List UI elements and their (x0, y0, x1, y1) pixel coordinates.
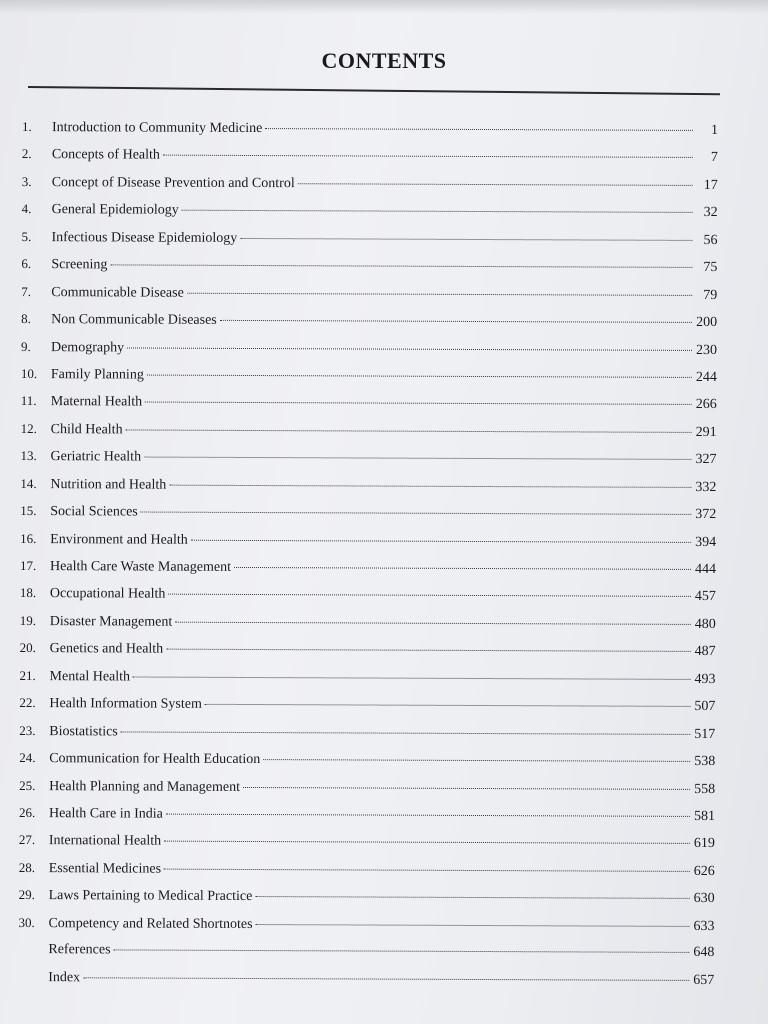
toc-entry-number: 27. (18, 832, 36, 848)
toc-entry-title: Introduction to Community Medicine (51, 120, 263, 137)
dot-leader (127, 346, 692, 350)
toc-entry-title: Family Planning (50, 367, 144, 383)
dot-leader (256, 923, 690, 927)
toc-entry-page: 291 (695, 424, 717, 440)
toc-entry[interactable] (20, 503, 716, 533)
dot-leader (182, 209, 693, 213)
title-rule (28, 86, 720, 95)
toc-entry-page: 538 (694, 754, 716, 770)
toc-entry-number: 3. (21, 173, 32, 189)
toc-entry[interactable] (22, 119, 718, 149)
toc-entry[interactable] (21, 366, 717, 396)
toc-entry[interactable] (19, 723, 715, 753)
toc-entry-page: 457 (694, 589, 716, 605)
dot-leader (163, 154, 693, 158)
toc-entry-title: Nutrition and Health (50, 476, 167, 493)
toc-entry-title: Environment and Health (50, 531, 188, 548)
dot-leader (168, 593, 691, 597)
toc-entry-number: 19. (19, 612, 37, 628)
toc-entry-title: Communicable Disease (51, 284, 184, 301)
dot-leader (164, 840, 690, 844)
toc-entry-page: 372 (695, 507, 717, 523)
toc-entry-page: 266 (695, 397, 717, 413)
dot-leader (141, 511, 692, 515)
toc-entry[interactable] (20, 558, 716, 588)
toc-entry-number: 7. (21, 283, 32, 299)
toc-entry-number: 2. (21, 146, 32, 162)
toc-entry-title: Genetics and Health (49, 641, 164, 657)
dot-leader (205, 703, 691, 707)
toc-entry-number: 16. (20, 530, 37, 546)
toc-entry[interactable] (19, 832, 715, 862)
toc-entry-number: 18. (19, 585, 37, 601)
page-edge-shadow (0, 0, 768, 14)
toc-entry-number: 6. (21, 256, 32, 272)
toc-entry-title: Infectious Disease Epidemiology (51, 229, 238, 246)
toc-entry-page: 1 (710, 123, 718, 139)
toc-entry-title: Non Communicable Diseases (51, 312, 217, 328)
toc-entry-title: Concept of Disease Prevention and Control (51, 175, 295, 192)
toc-entry-page: 626 (693, 863, 715, 879)
toc-entry[interactable] (19, 695, 715, 725)
toc-entry-number: 14. (20, 475, 37, 491)
toc-entry-title: Occupational Health (49, 586, 166, 603)
toc-entry[interactable] (19, 777, 715, 807)
toc-entry-number: 13. (20, 448, 37, 464)
toc-entry-page: 56 (703, 232, 718, 248)
dot-leader (234, 566, 691, 570)
toc-entry[interactable] (21, 311, 717, 341)
toc-entry-page: 487 (694, 644, 716, 660)
toc-entry-number: 21. (19, 667, 36, 683)
toc-entry-page: 7 (710, 150, 718, 166)
toc-entry-title: Competency and Related Shortnotes (48, 915, 253, 932)
toc-entry-number: 11. (20, 393, 37, 409)
toc-entry-title: Communication for Health Education (49, 751, 261, 768)
toc-entry[interactable] (19, 750, 715, 780)
toc-entry[interactable] (19, 887, 715, 917)
toc-entry[interactable] (19, 805, 715, 835)
toc-entry-references[interactable] (18, 942, 714, 972)
dot-leader (145, 401, 692, 405)
toc-entry-page: 507 (694, 699, 716, 715)
toc-entry[interactable] (20, 448, 716, 478)
toc-entry-page: 657 (693, 972, 715, 988)
toc-entry[interactable] (20, 476, 716, 506)
dot-leader (166, 813, 690, 817)
toc-entry-number: 15. (20, 503, 37, 519)
toc-entry-page: 17 (703, 177, 718, 193)
toc-entry-page: 633 (693, 918, 715, 934)
dot-leader (133, 675, 691, 679)
toc-entry-index[interactable] (18, 970, 714, 1000)
dot-leader (164, 867, 690, 871)
dot-leader (240, 237, 692, 241)
toc-entry[interactable] (21, 421, 717, 451)
toc-entry-title: Health Planning and Management (49, 778, 241, 795)
toc-entry-number: 8. (21, 311, 31, 327)
toc-entry-title: Demography (50, 339, 125, 355)
toc-entry-number: 5. (21, 228, 32, 244)
dot-leader (187, 291, 692, 295)
dot-leader (83, 976, 689, 981)
dot-leader (169, 483, 691, 487)
dot-leader (263, 758, 690, 762)
dot-leader (121, 730, 691, 734)
toc-entry[interactable] (22, 174, 718, 204)
toc-entry[interactable] (21, 284, 717, 314)
page-title: CONTENTS (321, 48, 447, 73)
toc-entry-page: 444 (695, 561, 717, 578)
toc-entry-title: Child Health (50, 421, 123, 438)
toc-entry-page: 79 (703, 287, 718, 303)
dot-leader (243, 785, 690, 789)
toc-entry-page: 327 (695, 452, 717, 468)
dot-leader (191, 538, 691, 542)
toc-entry-title: Screening (51, 257, 108, 273)
toc-entry-number: 22. (19, 695, 36, 711)
toc-entry-title: Health Care Waste Management (50, 559, 232, 575)
toc-entry[interactable] (21, 393, 717, 423)
toc-entry-number: 20. (19, 640, 36, 656)
toc-entry-title: Disaster Management (49, 614, 173, 630)
toc-entry-title: Index (48, 969, 81, 985)
toc-entry-title: Health Information System (49, 696, 202, 712)
toc-entry-number: 12. (20, 420, 37, 436)
dot-leader (126, 428, 692, 432)
toc-entry-title: International Health (48, 833, 162, 849)
dot-leader (298, 182, 693, 186)
toc-entry-title: General Epidemiology (51, 202, 179, 218)
toc-entry[interactable] (21, 229, 717, 259)
toc-entry[interactable] (18, 915, 714, 945)
toc-entry-title: Laws Pertaining to Medical Practice (48, 888, 253, 905)
toc-entry-title: Mental Health (49, 668, 131, 685)
toc-entry-title: Maternal Health (50, 394, 143, 410)
toc-entry-number: 29. (18, 887, 35, 903)
toc-entry-page: 648 (693, 945, 715, 961)
toc-entry-page: 200 (696, 315, 718, 331)
toc-entry-number: 28. (18, 859, 36, 875)
toc-entry[interactable] (22, 146, 718, 176)
toc-entry-number: 24. (19, 750, 36, 766)
toc-entry[interactable] (20, 585, 716, 615)
toc-entry-title: Geriatric Health (50, 449, 142, 465)
dot-leader (255, 895, 689, 899)
toc-entry[interactable] (20, 531, 716, 561)
dot-leader (144, 456, 691, 460)
dot-leader (175, 621, 691, 625)
toc-entry-number: 30. (18, 914, 35, 930)
toc-entry[interactable] (22, 201, 718, 231)
toc-entry-number: 23. (19, 722, 36, 738)
toc-entry-page: 493 (694, 671, 716, 687)
toc-entry[interactable] (21, 256, 717, 286)
toc-entry-title: Concepts of Health (51, 147, 160, 164)
toc-entry-page: 581 (693, 808, 715, 824)
toc-entry-number: 26. (18, 804, 36, 821)
toc-entry-page: 517 (694, 726, 716, 742)
toc-entry-page: 332 (695, 479, 717, 495)
table-of-contents (18, 119, 718, 1000)
toc-entry-page: 244 (695, 369, 717, 385)
toc-entry-number: 4. (21, 201, 32, 217)
dot-leader (110, 264, 692, 269)
toc-entry-number: 10. (20, 365, 38, 382)
toc-entry-number: 25. (19, 777, 36, 793)
dot-leader (166, 648, 690, 652)
toc-entry-title: Health Care in India (48, 806, 163, 822)
toc-entry-number: 9. (20, 338, 31, 354)
toc-entry-title: Biostatistics (49, 723, 118, 740)
toc-entry-page: 630 (693, 891, 715, 907)
toc-entry-title: Social Sciences (50, 504, 138, 520)
dot-leader (114, 949, 690, 954)
dot-leader (265, 127, 693, 131)
toc-entry-number: 1. (21, 119, 32, 135)
toc-entry-number: 17. (20, 557, 37, 574)
dot-leader (147, 373, 692, 377)
toc-entry-title: Essential Medicines (48, 860, 162, 877)
toc-entry[interactable] (21, 338, 717, 368)
toc-entry-page: 230 (695, 342, 718, 358)
toc-entry-page: 32 (703, 205, 718, 221)
toc-entry[interactable] (20, 640, 716, 670)
dot-leader (220, 319, 692, 323)
toc-entry-title: References (48, 942, 111, 958)
toc-entry-page: 75 (703, 260, 718, 276)
toc-entry-page: 558 (694, 781, 716, 797)
toc-entry[interactable] (19, 668, 715, 698)
toc-entry-page: 619 (693, 836, 715, 852)
toc-entry[interactable] (20, 613, 716, 643)
toc-entry[interactable] (19, 860, 715, 890)
toc-entry-page: 394 (695, 534, 717, 550)
toc-entry-page: 480 (694, 616, 716, 632)
